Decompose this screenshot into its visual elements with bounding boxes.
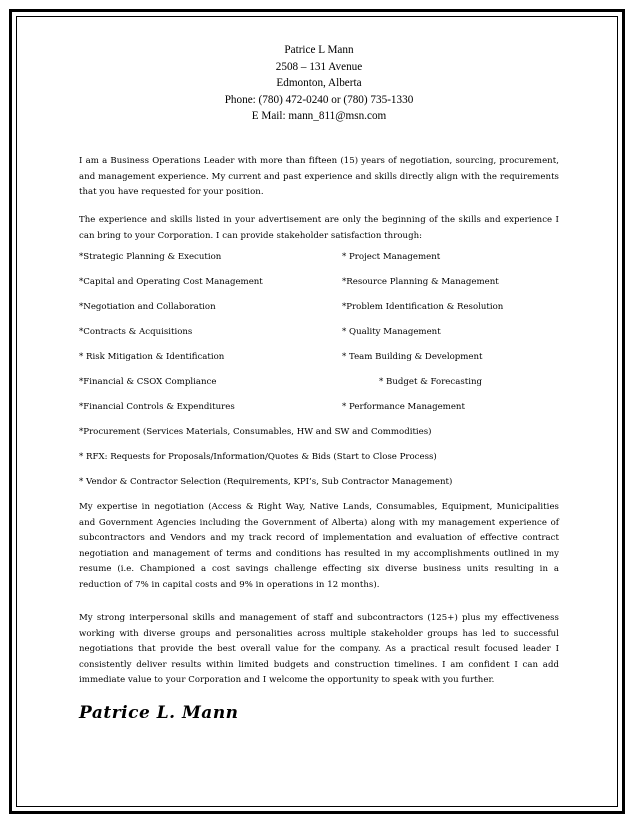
skill-item: *Negotiation and Collaboration [79,302,216,312]
skill-item: *Problem Identification & Resolution [342,302,504,312]
lead-paragraph: The experience and skills listed in your advertisement are only the beginning of the skills and experience I can bring to your Corporation. I can provide stakeholder satisfaction through: [79,215,559,241]
sender-email: E Mail: mann_811@msn.com [251,110,387,122]
skill-row [79,352,559,366]
skill-item: * Budget & Forecasting [379,377,482,387]
skill-item: *Capital and Operating Cost Management [79,277,263,287]
letter-header [79,42,559,125]
skill-item: *Financial & CSOX Compliance [79,377,217,387]
skill-item: *Strategic Planning & Execution [79,252,222,262]
skill-item-full: *Procurement (Services Materials, Consumables, HW and SW and Commodities) [79,427,432,437]
sender-street: 2508 – 131 Avenue [275,60,363,73]
skill-row [79,277,559,291]
skill-item: * Quality Management [342,327,441,337]
skill-row [79,402,559,416]
sender-name: Patrice L Mann [284,44,354,56]
skill-item: *Resource Planning & Management [342,277,499,287]
skill-row [79,252,559,266]
skill-item: * Performance Management [342,402,465,412]
cover-letter [79,42,559,723]
skill-row [79,302,559,316]
sender-city: Edmonton, Alberta [276,77,362,89]
closing-paragraph: My strong interpersonal skills and management of staff and subcontractors (125+) plus my effectiveness working with diverse groups and personalities across multiple stakeholder groups has led to successful negotiations that provide the best overall value for the company. As a practical result focused leader I consistently deliver results within limited budgets and construction timelines. I am confident I can add immediate value to your Corporation and I welcome the opportunity to speak with you further. [79,613,559,686]
sender-phone: Phone: (780) 472-0240 or (780) 735-1330 [224,93,414,106]
skill-item: * Team Building & Development [342,352,483,362]
expertise-paragraph: My expertise in negotiation (Access & Right Way, Native Lands, Consumables, Equipment, Municipalities and Government Agencies including the Government of Alberta) along with my management experience of subcontractors and Vendors and my track record of implementation and evaluation of effective contract negotiation and management of terms and conditions has resulted in my accomplishments outlined in my resume (i.e. Championed a cost savings challenge effecting six diverse business units resulting in a reduction of 7% in capital costs and 9% in operations in 12 months). [79,502,559,590]
skill-row [79,327,559,341]
skill-item: * Risk Mitigation & Identification [79,352,225,362]
skill-item: *Contracts & Acquisitions [79,327,193,337]
intro-paragraph: I am a Business Operations Leader with more than fifteen (15) years of negotiation, sourcing, procurement, and management experience. My current and past experience and skills directly align with the requirements that you have requested for your position. [79,156,559,198]
skill-item-full: * Vendor & Contractor Selection (Requirements, KPI’s, Sub Contractor Management) [79,477,453,487]
skill-item: *Financial Controls & Expenditures [79,402,235,412]
signature: Patrice L. Mann [79,703,239,723]
skill-item: * Project Management [342,252,441,262]
skill-item-full: * RFX: Requests for Proposals/Information/Quotes & Bids (Start to Close Process) [79,452,437,462]
skill-row [79,377,559,391]
